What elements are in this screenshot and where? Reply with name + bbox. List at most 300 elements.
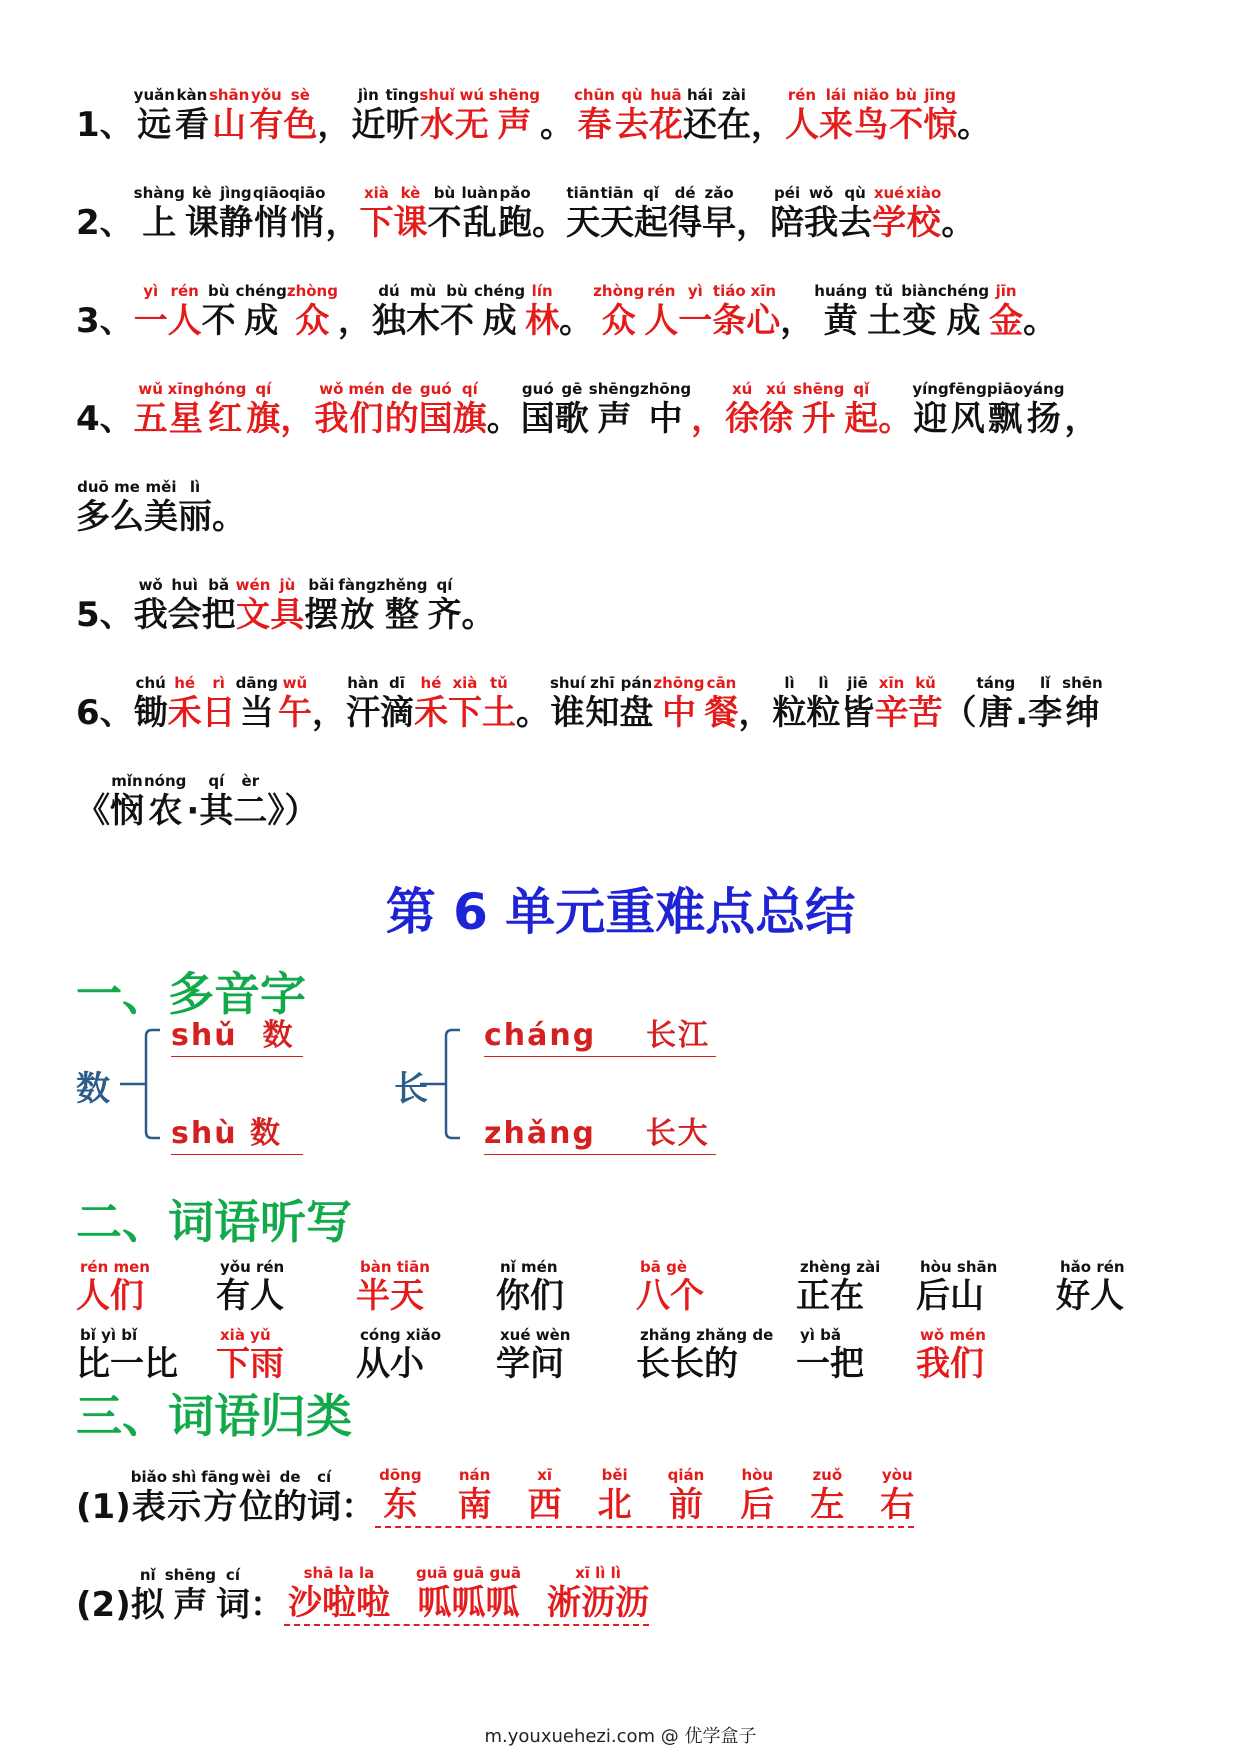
hanzi: 声 <box>497 105 532 145</box>
pinyin: bù <box>446 282 468 300</box>
pinyin: xué wèn <box>500 1326 571 1344</box>
hanzi: 土 <box>867 301 902 341</box>
pinyin: me <box>114 478 140 496</box>
reading-word: 数 <box>250 1116 283 1151</box>
ruby-char <box>521 380 555 440</box>
ruby-char <box>619 674 653 734</box>
ruby-char <box>759 380 793 440</box>
hanzi: 还 <box>682 105 717 145</box>
ruby-char <box>427 576 461 636</box>
pinyin: hǎo rén <box>1060 1258 1125 1276</box>
pinyin <box>102 674 107 692</box>
ruby-char <box>346 674 380 734</box>
hanzi: 升 <box>801 399 836 439</box>
hanzi: 悄 <box>290 203 325 243</box>
hanzi: 课 <box>184 203 219 243</box>
pinyin: cān <box>706 674 737 692</box>
hanzi: 人 <box>167 301 202 341</box>
pinyin: xú <box>765 380 787 398</box>
pinyin <box>326 674 331 692</box>
pinyin: tiān <box>600 184 634 202</box>
pinyin: zhī <box>590 674 615 692</box>
pinyin: shēng <box>488 86 540 104</box>
dictation-word <box>496 1258 564 1316</box>
ruby-char <box>144 772 186 832</box>
hanzi: 山 <box>212 105 247 145</box>
ruby-char <box>219 184 253 244</box>
hanzi: (2) <box>76 1585 131 1625</box>
pinyin <box>1079 380 1084 398</box>
ruby-char <box>273 1468 307 1528</box>
pinyin <box>956 184 961 202</box>
hanzi: 禾 <box>167 693 202 733</box>
ruby-char <box>640 380 691 440</box>
pinyin: yuǎn <box>133 86 175 104</box>
hanzi: 独 <box>371 301 406 341</box>
dictation-word <box>356 1258 430 1316</box>
pinyin: jīn <box>995 282 1017 300</box>
ruby-char <box>380 674 414 734</box>
pinyin <box>957 674 962 692</box>
ruby-char <box>202 282 236 342</box>
ruby-char <box>550 674 585 734</box>
ruby-char <box>76 380 134 440</box>
dictation-word <box>76 1326 178 1384</box>
ruby-char <box>702 184 736 244</box>
pinyin: zhèng zài <box>800 1258 881 1276</box>
hanzi: 丽 <box>178 497 212 537</box>
hanzi: 从小 <box>356 1344 424 1384</box>
hanzi: 放 <box>340 595 375 635</box>
hanzi: 拟 <box>130 1585 165 1625</box>
ruby-char <box>1062 674 1102 734</box>
ruby-char <box>325 184 359 244</box>
hanzi: 众 <box>601 301 636 341</box>
pinyin: rén men <box>80 1258 150 1276</box>
unit-summary-title: 第 6 单元重难点总结 <box>385 883 856 941</box>
pinyin: dú <box>378 282 400 300</box>
hanzi: 下 <box>359 203 394 243</box>
pinyin: qí <box>255 380 272 398</box>
hanzi: 黄 <box>823 301 858 341</box>
pinyin: yì <box>143 282 159 300</box>
hanzi: 皆 <box>840 693 875 733</box>
ruby-char <box>540 86 574 146</box>
hanzi: 呱呱呱 <box>417 1583 520 1623</box>
ruby-char <box>239 1468 273 1528</box>
pinyin: xué <box>873 184 905 202</box>
pinyin: qǐ <box>853 380 870 398</box>
ruby-char <box>168 674 202 734</box>
pinyin <box>750 184 755 202</box>
ruby-char <box>909 674 943 734</box>
hanzi: 色 <box>283 105 318 145</box>
hanzi: 后山 <box>916 1276 984 1316</box>
classify-item-onomatopoeia <box>76 1564 649 1626</box>
hanzi: 近 <box>351 105 386 145</box>
pinyin: wǔ <box>138 380 163 398</box>
ruby-char <box>338 576 376 636</box>
ruby-char <box>1028 674 1062 734</box>
hanzi: 。 <box>461 595 496 635</box>
hanzi: 《 <box>76 791 110 831</box>
hanzi: 方 <box>203 1487 238 1527</box>
hanzi: 北 <box>597 1485 632 1525</box>
pinyin: dōng <box>379 1466 422 1484</box>
hanzi: 去 <box>614 105 649 145</box>
hanzi: 悯 <box>110 791 144 831</box>
pinyin: bù <box>433 184 456 202</box>
hanzi: 二 <box>233 791 268 831</box>
dictation-word <box>76 1258 150 1316</box>
pinyin: xīn <box>750 282 777 300</box>
hanzi: 摆 <box>304 595 339 635</box>
hanzi: 滴 <box>379 693 414 733</box>
pinyin: zhòng <box>593 282 645 300</box>
ruby-char <box>453 380 487 440</box>
hanzi: 众 <box>295 301 330 341</box>
pinyin: piāo <box>986 380 1024 398</box>
sentence-2 <box>76 184 975 244</box>
pinyin: chūn <box>574 86 615 104</box>
ruby-char <box>736 184 770 244</box>
ruby-char <box>76 576 134 636</box>
hanzi: 当 <box>239 693 274 733</box>
sentence-6-source <box>76 772 318 832</box>
pinyin: xiào <box>906 184 942 202</box>
ruby-char <box>841 674 875 734</box>
ruby-char <box>372 282 406 342</box>
hanzi: ， <box>325 203 360 243</box>
pinyin: qí <box>208 772 225 790</box>
ruby-char <box>201 1468 239 1528</box>
pinyin: qí <box>461 380 478 398</box>
reading-word: 长大 <box>645 1116 710 1151</box>
ruby-char <box>598 1466 632 1526</box>
hanzi: ： <box>341 1487 376 1527</box>
hanzi: 绅 <box>1065 693 1100 733</box>
sentence-1 <box>76 86 991 146</box>
pinyin: xīng <box>167 380 204 398</box>
pinyin: cí <box>225 1566 240 1584</box>
pinyin: èr <box>241 772 260 790</box>
pinyin <box>753 674 758 692</box>
hanzi: 1、 <box>76 105 134 145</box>
ruby-char <box>168 380 204 440</box>
ruby-char <box>668 1466 705 1526</box>
ruby-char <box>487 380 521 440</box>
heading-classify: 三、词语归类 <box>76 1389 352 1443</box>
pinyin <box>102 184 107 202</box>
pinyin: duō <box>77 478 109 496</box>
hanzi: 一 <box>678 301 713 341</box>
hanzi: 成 <box>482 301 517 341</box>
hanzi: 。 <box>878 399 913 439</box>
hanzi: 粒 <box>772 693 807 733</box>
ruby-char <box>167 1468 201 1528</box>
ruby-char <box>923 86 957 146</box>
ruby-char <box>941 184 975 244</box>
ruby-char <box>644 282 678 342</box>
pinyin: wèi <box>241 1468 271 1486</box>
pinyin <box>295 380 300 398</box>
ruby-char <box>455 86 489 146</box>
hanzi: 看 <box>174 105 209 145</box>
ruby-char <box>712 282 746 342</box>
pinyin: nǐ mén <box>500 1258 558 1276</box>
hanzi: 上 <box>142 203 177 243</box>
pinyin: bǎ <box>208 576 230 594</box>
ruby-char <box>600 184 634 244</box>
hanzi: 。 <box>212 497 246 537</box>
pinyin <box>356 1468 361 1486</box>
ruby-char <box>134 282 168 342</box>
pinyin: luàn <box>461 184 499 202</box>
ruby-char <box>110 478 144 538</box>
ruby-char <box>76 478 110 538</box>
reading-word: 长江 <box>646 1018 710 1053</box>
hanzi: 齐 <box>427 595 462 635</box>
hanzi: 花 <box>648 105 683 145</box>
hanzi: 我 <box>314 399 349 439</box>
pinyin: fāng <box>201 1468 240 1486</box>
pinyin: cóng xiǎo <box>360 1326 442 1344</box>
pinyin: yòu <box>881 1466 913 1484</box>
heading-polyphones: 一、多音字 <box>76 967 306 1021</box>
ruby-char <box>307 1468 341 1528</box>
ruby-char <box>593 282 644 342</box>
ruby-char <box>987 380 1023 440</box>
hanzi: （ <box>942 693 977 733</box>
ruby-char <box>341 1468 375 1528</box>
hanzi: 会 <box>167 595 202 635</box>
pinyin: kè <box>191 184 212 202</box>
pinyin: táng <box>976 674 1016 692</box>
pinyin: niǎo <box>852 86 890 104</box>
hanzi: 日 <box>201 693 236 733</box>
reading-chang <box>484 1010 716 1057</box>
pinyin: yǒu rén <box>220 1258 285 1276</box>
hanzi: 3、 <box>76 301 134 341</box>
hanzi: 。 <box>540 105 574 145</box>
pinyin: péi <box>774 184 801 202</box>
ruby-char <box>134 86 175 146</box>
pinyin: rén <box>787 86 817 104</box>
ruby-char <box>498 184 532 244</box>
hanzi: 木 <box>405 301 440 341</box>
hanzi: 心 <box>746 301 781 341</box>
pinyin: shān <box>208 86 250 104</box>
ruby-char <box>338 282 372 342</box>
ruby-char <box>814 282 867 342</box>
hanzi: 声 <box>597 399 632 439</box>
hanzi: 示 <box>167 1487 202 1527</box>
pinyin: tǔ <box>875 282 894 300</box>
ruby-char <box>853 86 889 146</box>
pinyin: pǎo <box>499 184 531 202</box>
ruby-char <box>168 576 202 636</box>
ruby-char <box>780 282 814 342</box>
pinyin: hé <box>420 674 442 692</box>
hanzi: 粒 <box>806 693 841 733</box>
hanzi: 我 <box>804 203 839 243</box>
ruby-char <box>236 282 287 342</box>
ruby-char <box>76 1566 131 1626</box>
hanzi: (1) <box>76 1487 131 1527</box>
ruby-char <box>474 282 525 342</box>
pinyin: wǔ <box>282 674 308 692</box>
ruby-char <box>739 674 773 734</box>
ruby-char <box>949 380 987 440</box>
pinyin: chéng <box>937 282 990 300</box>
pinyin: zǎo <box>704 184 734 202</box>
ruby-char <box>406 282 440 342</box>
sentence-5 <box>76 576 495 636</box>
pinyin: wǒ <box>138 576 163 594</box>
pinyin: kǔ <box>915 674 936 692</box>
hanzi: 跑 <box>498 203 533 243</box>
hanzi: 前 <box>668 1485 703 1525</box>
ruby-char <box>267 772 318 832</box>
pinyin <box>1019 674 1024 692</box>
ruby-char <box>314 380 348 440</box>
hanzi: 词 <box>215 1585 250 1625</box>
hanzi: 红 <box>208 399 243 439</box>
pinyin: mǐn <box>111 772 143 790</box>
ruby-char <box>278 674 312 734</box>
pinyin: xià <box>363 184 389 202</box>
ruby-char <box>458 1466 492 1526</box>
pinyin: tiān <box>566 184 600 202</box>
ruby-char <box>634 184 668 244</box>
dictation-word <box>636 1258 704 1316</box>
hanzi: 五 <box>133 399 168 439</box>
hanzi: 在 <box>716 105 751 145</box>
pinyin: bā gè <box>640 1258 687 1276</box>
ruby-char <box>419 380 453 440</box>
ruby-char <box>144 478 178 538</box>
hanzi: 金 <box>989 301 1024 341</box>
hanzi: 淅沥沥 <box>547 1583 650 1623</box>
ruby-char <box>76 282 134 342</box>
pinyin: shēng <box>793 380 845 398</box>
pinyin: zuǒ <box>812 1466 843 1484</box>
dictation-word <box>796 1326 864 1384</box>
ruby-char <box>283 86 317 146</box>
ruby-char <box>746 282 780 342</box>
pinyin: hóng <box>203 380 247 398</box>
ruby-char <box>175 86 209 146</box>
ruby-char <box>312 674 346 734</box>
hanzi: 西 <box>527 1485 562 1525</box>
hanzi: 国 <box>418 399 453 439</box>
hanzi: 。 <box>941 203 976 243</box>
hanzi: 八个 <box>636 1276 704 1316</box>
pinyin: qǐ <box>643 184 660 202</box>
hanzi: 我 <box>133 595 168 635</box>
hanzi: 多 <box>76 497 110 537</box>
pinyin: wú <box>459 86 485 104</box>
ruby-char <box>448 674 482 734</box>
dictation-word <box>216 1326 284 1384</box>
ruby-char <box>912 380 948 440</box>
pinyin: nǐ <box>139 1566 156 1584</box>
hanzi: 远 <box>137 105 172 145</box>
sentence-3 <box>76 282 1057 342</box>
ruby-char <box>385 380 419 440</box>
ruby-char <box>1015 674 1028 734</box>
hanzi: 具 <box>270 595 305 635</box>
ruby-char <box>250 1566 284 1626</box>
hanzi: ： <box>249 1585 284 1625</box>
pinyin: fàng <box>338 576 377 594</box>
hanzi: ， <box>738 693 773 733</box>
hanzi: 文 <box>236 595 271 635</box>
pinyin: yì bǎ <box>800 1326 842 1344</box>
hanzi: ， <box>1064 399 1099 439</box>
reading-pinyin: zhǎng <box>484 1116 596 1151</box>
reading-pinyin: shǔ <box>171 1018 238 1053</box>
pinyin: mén <box>348 380 385 398</box>
ruby-char <box>289 184 325 244</box>
dictation-word <box>216 1258 284 1316</box>
ruby-char <box>878 380 912 440</box>
ruby-char <box>393 184 427 244</box>
pinyin: gē <box>561 380 583 398</box>
pinyin <box>554 86 559 104</box>
hanzi: 风 <box>950 399 985 439</box>
hanzi: ， <box>691 399 726 439</box>
reading-zhang <box>484 1108 716 1155</box>
hanzi: 无 <box>454 105 489 145</box>
hanzi: 沙啦啦 <box>287 1583 390 1623</box>
pinyin: huáng <box>814 282 868 300</box>
ruby-char <box>131 1468 167 1528</box>
hanzi: 成 <box>244 301 279 341</box>
pinyin <box>102 576 107 594</box>
ruby-char <box>134 576 168 636</box>
hanzi: 后 <box>740 1485 775 1525</box>
hanzi: 静 <box>218 203 253 243</box>
ruby-char <box>186 772 199 832</box>
ruby-char <box>482 674 516 734</box>
pinyin <box>332 86 337 104</box>
ruby-char <box>889 86 923 146</box>
hanzi: 一把 <box>796 1344 864 1384</box>
ruby-char <box>574 86 615 146</box>
hanzi: 你们 <box>496 1276 564 1316</box>
ruby-char <box>253 184 289 244</box>
pinyin <box>190 772 195 790</box>
ruby-char <box>751 86 785 146</box>
pinyin <box>501 380 506 398</box>
pinyin: jīng <box>924 86 957 104</box>
pinyin <box>290 772 295 790</box>
pinyin: tīng <box>385 86 420 104</box>
hanzi: . <box>1015 693 1029 733</box>
hanzi: 去 <box>838 203 873 243</box>
ruby-char <box>249 86 283 146</box>
pinyin <box>102 282 107 300</box>
hanzi: 》） <box>267 791 319 831</box>
ruby-char <box>131 1566 165 1626</box>
ruby-char <box>202 576 236 636</box>
hanzi: 好人 <box>1056 1276 1124 1316</box>
hanzi: 惊 <box>923 105 958 145</box>
ruby-char <box>525 282 559 342</box>
hanzi: 悄 <box>253 203 288 243</box>
ruby-char <box>246 380 280 440</box>
